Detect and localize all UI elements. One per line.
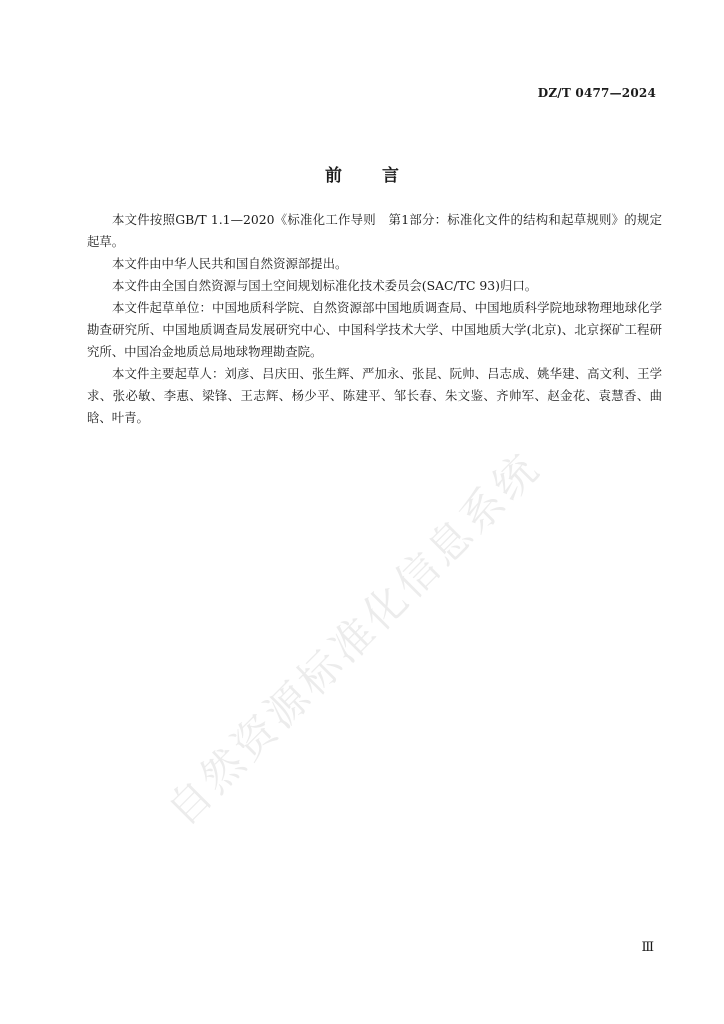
paragraph-drafting-units: 本文件起草单位：中国地质科学院、自然资源部中国地质调查局、中国地质科学院地球物理地球化学勘查研究所、中国地质调查局发展研究中心、中国科学技术大学、中国地质大学(北京)、北京探矿工程研究所、中国冶金地质总局地球物理勘查院。	[87, 300, 662, 359]
paragraph-technical-committee: 本文件由全国自然资源与国土空间规划标准化技术委员会(SAC/TC 93)归口。	[112, 278, 538, 293]
page-title: 前 言	[325, 166, 399, 187]
paragraph-drafting-basis: 本文件按照GB/T 1.1—2020《标准化工作导则 第1部分：标准化文件的结构和起草规则》的规定起草。	[87, 212, 662, 249]
foreword-body	[87, 209, 662, 429]
document-code: DZ/T 0477—2024	[537, 86, 656, 100]
watermark-text: 自然资源标准化信息系统	[157, 442, 550, 835]
paragraph-main-drafters: 本文件主要起草人：刘彦、吕庆田、张生辉、严加永、张昆、阮帅、吕志成、姚华建、高文利、王学求、张必敏、李惠、梁锋、王志辉、杨少平、陈建平、邹长春、朱文鉴、齐帅军、赵金花、袁慧香、曲晗、叶青。	[87, 366, 662, 425]
page-number: Ⅲ	[641, 940, 654, 955]
paragraph-proposer: 本文件由中华人民共和国自然资源部提出。	[112, 256, 348, 271]
